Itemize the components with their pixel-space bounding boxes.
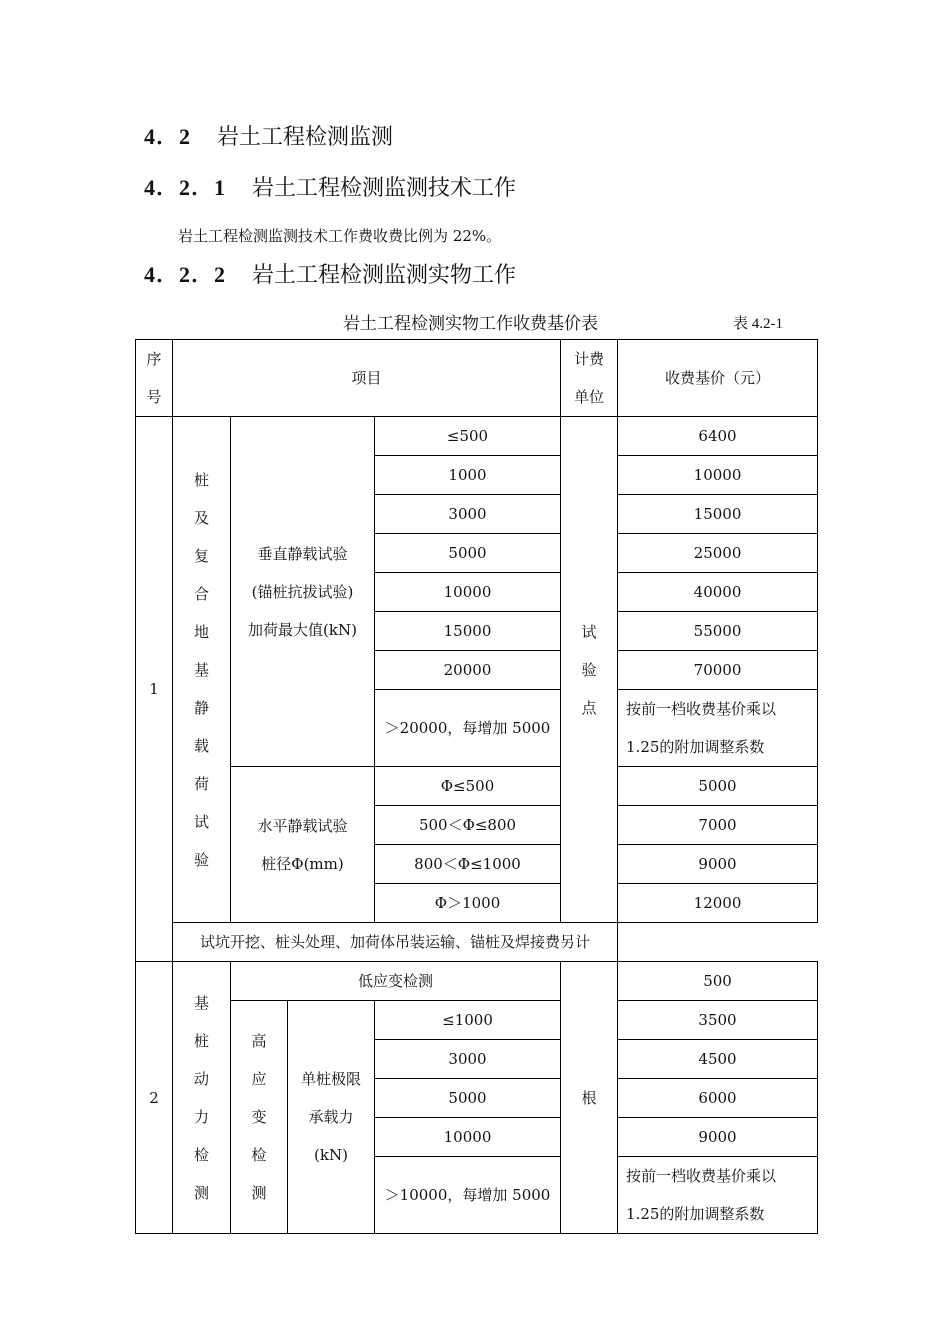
range-cell: 500＜Φ≤800 [375, 806, 561, 845]
range-cell: 800＜Φ≤1000 [375, 845, 561, 884]
price-cell: 3500 [618, 1001, 818, 1040]
price-cell: 5000 [618, 767, 818, 806]
label-line: 单桩极限 [300, 1070, 361, 1088]
seq-cell: 2 [136, 962, 173, 1234]
category-char: 基 [193, 993, 209, 1012]
section-title: 岩土工程检测监测实物工作 [252, 263, 517, 288]
section-note: 试坑开挖、桩头处理、加荷体吊装运输、锚桩及焊接费另计 [173, 923, 618, 962]
price-cell: 9000 [618, 845, 818, 884]
low-strain-label: 低应变检测 [231, 962, 561, 1001]
table-header-row [136, 340, 818, 417]
category-static-load-test [173, 417, 231, 923]
category-char: 荷 [193, 774, 209, 793]
price-cell: 6000 [618, 1079, 818, 1118]
category-char: 力 [193, 1107, 209, 1126]
category-char: 试 [193, 812, 209, 831]
category-char: 桩 [193, 470, 209, 489]
price-cell: 7000 [618, 806, 818, 845]
price-note-cell [618, 1157, 818, 1234]
section-title: 岩土工程检测监测 [217, 125, 394, 150]
section-heading-4-2-1 [144, 171, 516, 202]
label-line: 承载力 [308, 1108, 354, 1126]
category-char: 载 [193, 736, 209, 755]
range-cell: 10000 [375, 1118, 561, 1157]
label-line: 桩径Φ(mm) [261, 854, 344, 873]
header-seq-line: 号 [146, 388, 162, 406]
price-cell: 55000 [618, 612, 818, 651]
note-line: 1.25的附加调整系数 [626, 1205, 765, 1223]
category-char: 动 [193, 1069, 209, 1088]
unit-char: 点 [581, 698, 597, 717]
range-cell: 10000 [375, 573, 561, 612]
unit-cell [561, 417, 618, 923]
range-cell: ≤500 [375, 417, 561, 456]
category-char: 静 [193, 698, 209, 717]
price-cell: 10000 [618, 456, 818, 495]
price-cell: 500 [618, 962, 818, 1001]
table-row [136, 962, 818, 1001]
note-line: 按前一档收费基价乘以 [626, 700, 777, 718]
category-char: 基 [193, 660, 209, 679]
range-cell: 3000 [375, 495, 561, 534]
header-item: 项目 [173, 340, 561, 417]
category-char: 测 [193, 1183, 209, 1202]
label-char: 应 [251, 1070, 267, 1088]
range-cell: 5000 [375, 1079, 561, 1118]
label-line: 加荷最大值(kN) [248, 620, 357, 639]
table-row [136, 767, 818, 806]
price-cell: 6400 [618, 417, 818, 456]
header-unit [561, 340, 618, 417]
fee-table [135, 339, 818, 1234]
range-cell: 15000 [375, 612, 561, 651]
section-number: 4．2 [144, 124, 192, 149]
header-unit-line: 单位 [574, 388, 605, 406]
table-row [136, 1001, 818, 1040]
header-seq [136, 340, 173, 417]
price-note-cell [618, 690, 818, 767]
horizontal-test-label [231, 767, 375, 923]
category-char: 地 [193, 622, 209, 641]
label-line: 水平静载试验 [257, 816, 348, 835]
label-line: 垂直静载试验 [257, 544, 348, 563]
label-char: 测 [251, 1184, 267, 1202]
range-cell: 1000 [375, 456, 561, 495]
unit-char: 验 [581, 660, 597, 679]
label-line: (kN) [314, 1146, 348, 1164]
category-char: 检 [193, 1145, 209, 1164]
vertical-test-label [231, 417, 375, 767]
table-caption: 岩土工程检测实物工作收费基价表 [343, 314, 598, 334]
capacity-label [288, 1001, 375, 1234]
section-heading-4-2-2 [144, 258, 516, 289]
price-cell: 9000 [618, 1118, 818, 1157]
price-cell: 15000 [618, 495, 818, 534]
range-cell: Φ＞1000 [375, 884, 561, 923]
range-cell: 20000 [375, 651, 561, 690]
category-dynamic-test [173, 962, 231, 1234]
section-number: 4．2．2 [144, 262, 227, 287]
category-char: 合 [193, 584, 209, 603]
range-cell: ＞10000，每增加 5000 [375, 1157, 561, 1234]
label-char: 变 [251, 1108, 267, 1126]
range-cell: ＞20000，每增加 5000 [375, 690, 561, 767]
category-char: 及 [193, 508, 209, 527]
label-line: (锚桩抗拔试验) [251, 582, 354, 601]
range-cell: 3000 [375, 1040, 561, 1079]
category-char: 桩 [193, 1031, 209, 1050]
price-cell: 12000 [618, 884, 818, 923]
price-cell: 70000 [618, 651, 818, 690]
category-char: 验 [193, 850, 209, 869]
price-cell: 40000 [618, 573, 818, 612]
body-paragraph: 岩土工程检测监测技术工作费收费比例为 22%。 [178, 227, 502, 245]
price-cell: 25000 [618, 534, 818, 573]
header-unit-line: 计费 [574, 350, 605, 368]
table-row [136, 923, 818, 962]
unit-cell: 根 [561, 962, 618, 1234]
section-heading-4-2 [144, 120, 393, 151]
section-number: 4．2．1 [144, 175, 227, 200]
header-seq-line: 序 [146, 350, 162, 368]
section-title: 岩土工程检测监测技术工作 [252, 176, 517, 201]
note-line: 按前一档收费基价乘以 [626, 1167, 777, 1185]
table-number: 表 4.2-1 [733, 316, 783, 332]
note-line: 1.25的附加调整系数 [626, 738, 765, 756]
unit-char: 试 [581, 622, 597, 641]
range-cell: 5000 [375, 534, 561, 573]
label-char: 检 [251, 1146, 267, 1164]
price-cell: 4500 [618, 1040, 818, 1079]
table-row [136, 417, 818, 456]
range-cell: ≤1000 [375, 1001, 561, 1040]
range-cell: Φ≤500 [375, 767, 561, 806]
header-price: 收费基价（元） [618, 340, 818, 417]
seq-cell: 1 [136, 417, 173, 962]
label-char: 高 [251, 1032, 267, 1050]
category-char: 复 [193, 546, 209, 565]
high-strain-label [231, 1001, 288, 1234]
